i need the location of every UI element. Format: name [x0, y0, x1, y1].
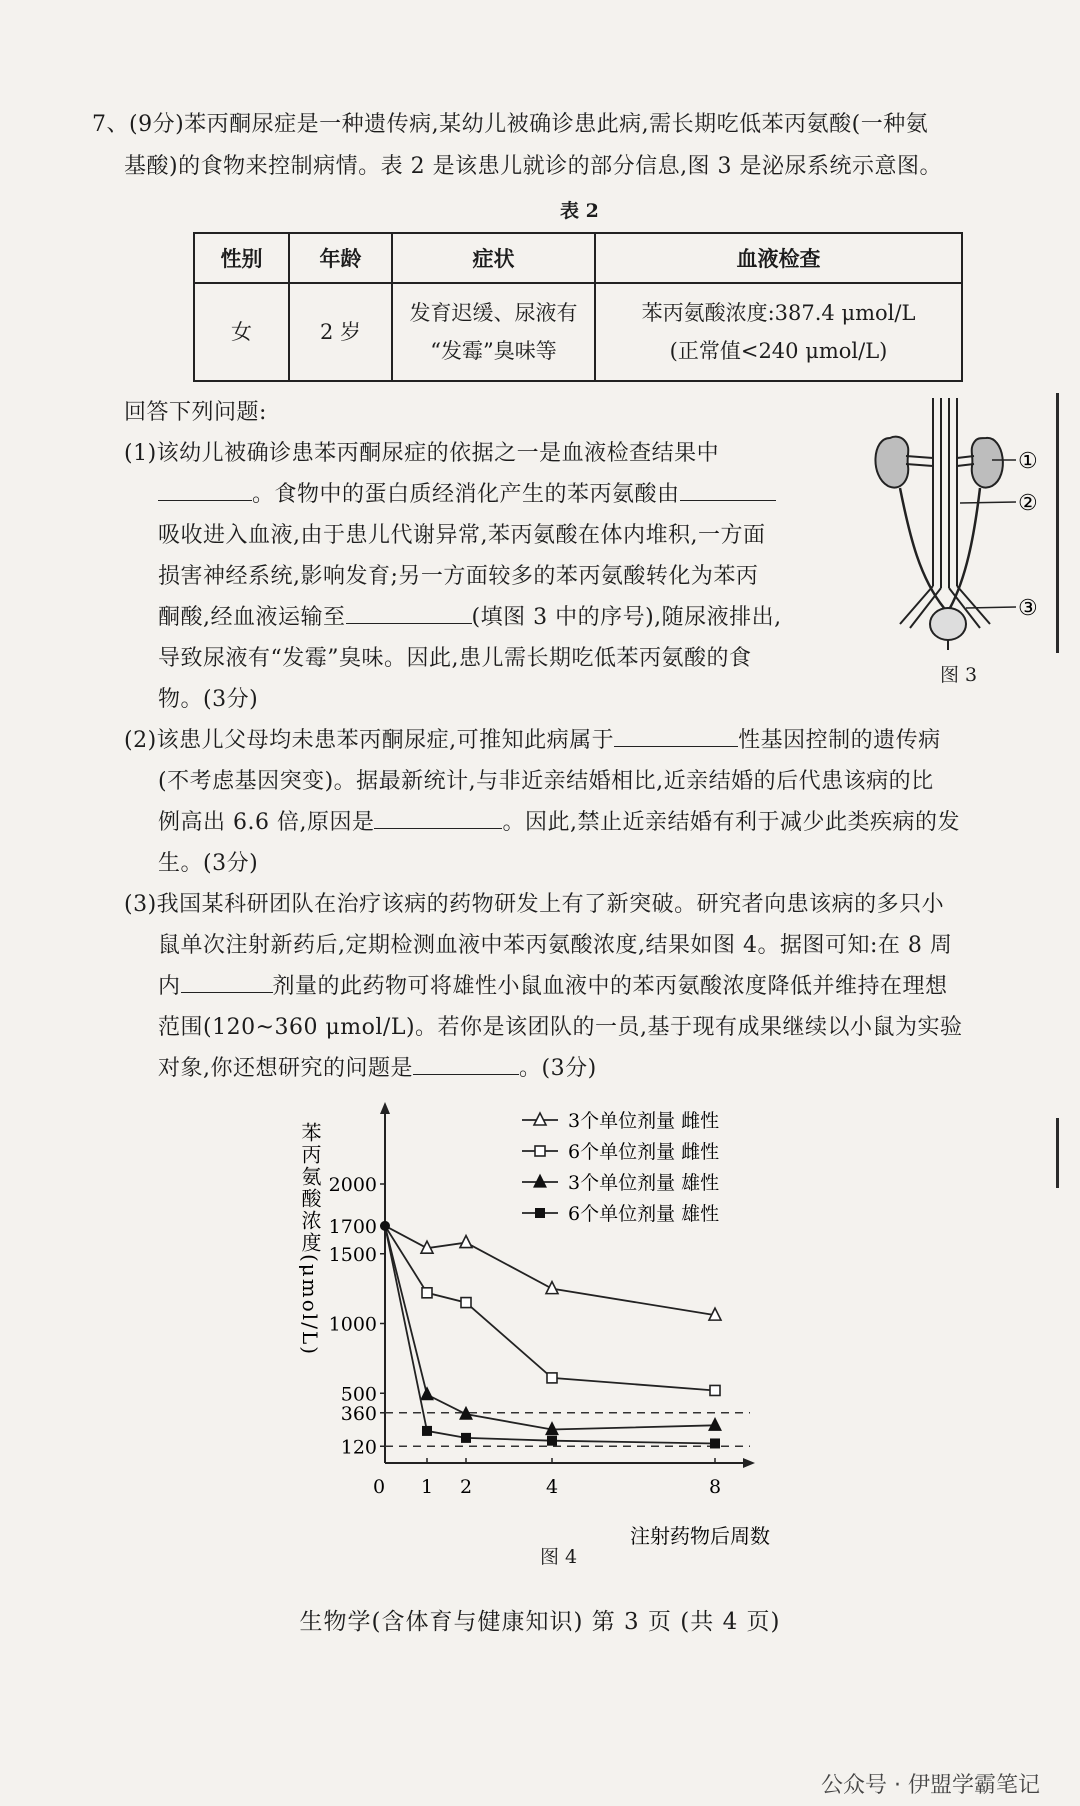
blood-line2: (正常值<240 μmol/L) — [669, 339, 888, 363]
q1-blank-1[interactable] — [158, 474, 252, 501]
series-3-point-1 — [422, 1426, 432, 1436]
marker-1: ① — [1018, 449, 1038, 474]
table-cell-sex: 女 — [194, 283, 289, 381]
table-header-age: 年龄 — [289, 233, 392, 283]
y-axis-label: 苯丙氨酸浓度(μmol/L) — [298, 1122, 322, 1357]
q2-line3-text-b: 。因此,禁止近亲结婚有利于减少此类疾病的发 — [502, 810, 960, 835]
q2-line3-text-a: 例高出 6.6 倍,原因是 — [158, 810, 375, 835]
q1-blank-3[interactable] — [346, 597, 472, 624]
series-1-point-8 — [710, 1385, 720, 1395]
x-tick-label: 0 — [372, 1476, 386, 1498]
page-footer: 生物学(含体育与健康知识) 第 3 页 (共 4 页) — [299, 1609, 781, 1635]
series-2-point-8 — [709, 1418, 721, 1430]
table-header-blood-test: 血液检查 — [595, 233, 962, 283]
q1-line5 — [158, 597, 782, 638]
marker-3: ③ — [1018, 596, 1038, 621]
legend-label-2: 3个单位剂量 雄性 — [568, 1172, 720, 1194]
q3-line5 — [158, 1048, 597, 1089]
y-tick-label: 1500 — [328, 1243, 377, 1266]
blood-line1: 苯丙氨酸浓度:387.4 μmol/L — [641, 301, 916, 325]
y-tick-label: 120 — [340, 1436, 377, 1459]
series-line-0 — [385, 1226, 715, 1315]
legend-marker-0 — [534, 1113, 546, 1125]
watermark: 公众号 · 伊盟学霸笔记 — [821, 1773, 1040, 1798]
series-0-point-2 — [460, 1236, 472, 1248]
q3-line5-text-a: 对象,你还想研究的问题是 — [158, 1056, 413, 1081]
q2-line1-text-a: (2)该患儿父母均未患苯丙酮尿症,可推知此病属于 — [124, 728, 615, 753]
series-1-point-1 — [422, 1288, 432, 1298]
x-axis-arrow — [743, 1458, 755, 1468]
patient-info-table — [193, 232, 963, 382]
x-tick-label: 8 — [708, 1476, 722, 1498]
legend-label-3: 6个单位剂量 雄性 — [568, 1203, 720, 1225]
q1-line4: 损害神经系统,影响发育;另一方面较多的苯丙氨酸转化为苯丙 — [158, 564, 759, 589]
series-3-point-4 — [547, 1436, 557, 1446]
series-line-1 — [385, 1226, 715, 1391]
bladder — [930, 608, 966, 640]
table-cell-age: 2 岁 — [289, 283, 392, 381]
figure4-chart — [290, 1098, 810, 1548]
table-caption: 表 2 — [560, 200, 599, 222]
urinary-system-diagram — [870, 398, 1050, 653]
y-tick-label: 360 — [340, 1402, 377, 1425]
question-header — [92, 104, 928, 145]
question-number: 7、 — [92, 112, 129, 137]
series-line-3 — [385, 1226, 715, 1444]
q1-line1: (1)该幼儿被确诊患苯丙酮尿症的依据之一是血液检查结果中 — [124, 441, 720, 466]
start-point — [380, 1221, 390, 1231]
q1-line2-text: 。食物中的蛋白质经消化产生的苯丙氨酸由 — [252, 482, 680, 507]
q2-line2: (不考虑基因突变)。据最新统计,与非近亲结婚相比,近亲结婚的后代患该病的比 — [158, 769, 934, 794]
legend-marker-3 — [535, 1208, 545, 1218]
series-line-2 — [385, 1226, 715, 1430]
q3-line3 — [158, 966, 948, 1007]
x-axis-label: 注射药物后周数 — [630, 1524, 770, 1548]
answer-prompt: 回答下列问题: — [124, 400, 267, 425]
series-0-point-4 — [546, 1282, 558, 1294]
table-header-sex: 性别 — [194, 233, 289, 283]
y-tick-label: 500 — [340, 1383, 377, 1406]
pointer-2 — [960, 502, 1016, 503]
question-points: (9分) — [129, 112, 185, 137]
q2-blank-2[interactable] — [374, 802, 502, 829]
table-cell-symptom — [392, 283, 595, 381]
margin-rule-bottom — [1056, 1118, 1059, 1188]
question-intro-line2: 基酸)的食物来控制病情。表 2 是该患儿就诊的部分信息,图 3 是泌尿系统示意图。 — [124, 154, 943, 179]
q3-line3-text-a: 内 — [158, 974, 181, 999]
q2-line1 — [124, 720, 941, 761]
table-header-symptom: 症状 — [392, 233, 595, 283]
q3-line3-text-b: 剂量的此药物可将雄性小鼠血液中的苯丙氨酸浓度降低并维持在理想 — [272, 974, 948, 999]
figure3-caption: 图 3 — [940, 664, 978, 686]
series-3-point-8 — [710, 1438, 720, 1448]
q1-line5-text-b: (填图 3 中的序号),随尿液排出, — [471, 605, 782, 630]
q2-line1-text-b: 性基因控制的遗传病 — [738, 728, 941, 753]
q3-blank-2[interactable] — [413, 1048, 519, 1075]
series-2-point-1 — [421, 1388, 433, 1400]
series-3-point-2 — [461, 1433, 471, 1443]
q1-blank-2[interactable] — [680, 474, 776, 501]
symptom-line1: 发育迟缓、尿液有 — [409, 301, 578, 325]
q3-line1: (3)我国某科研团队在治疗该病的药物研发上有了新突破。研究者向患该病的多只小 — [124, 892, 945, 917]
q1-line6: 导致尿液有“发霉”臭味。因此,患儿需长期吃低苯丙氨酸的食 — [158, 646, 752, 671]
legend-label-0: 3个单位剂量 雌性 — [568, 1110, 720, 1132]
q3-line2: 鼠单次注射新药后,定期检测血液中苯丙氨酸浓度,结果如图 4。据图可知:在 8 周 — [158, 933, 953, 958]
q2-line4: 生。(3分) — [158, 851, 259, 876]
series-1-point-4 — [547, 1373, 557, 1383]
kidney-right — [972, 438, 1003, 488]
q1-line5-text-a: 酮酸,经血液运输至 — [158, 605, 346, 630]
y-tick-label: 1700 — [328, 1215, 377, 1238]
q3-line5-text-b: 。(3分) — [519, 1056, 597, 1081]
x-tick-label: 2 — [459, 1476, 473, 1498]
marker-2: ② — [1018, 491, 1038, 516]
table-cell-blood — [595, 283, 962, 381]
great-vessels — [933, 398, 957, 588]
kidney-left — [875, 437, 908, 488]
legend-label-1: 6个单位剂量 雌性 — [568, 1141, 720, 1163]
q3-line4: 范围(120~360 μmol/L)。若你是该团队的一员,基于现有成果继续以小鼠为实验 — [158, 1015, 963, 1040]
series-1-point-2 — [461, 1298, 471, 1308]
y-tick-label: 2000 — [328, 1174, 377, 1196]
symptom-line2: “发霉”臭味等 — [430, 339, 557, 363]
q2-line3 — [158, 802, 960, 843]
question-intro-line1: 苯丙酮尿症是一种遗传病,某幼儿被确诊患此病,需长期吃低苯丙氨酸(一种氨 — [184, 112, 929, 137]
margin-rule-top — [1056, 393, 1059, 653]
legend-marker-1 — [535, 1146, 545, 1156]
figure4-caption: 图 4 — [540, 1546, 578, 1568]
q1-line3: 吸收进入血液,由于患儿代谢异常,苯丙氨酸在体内堆积,一方面 — [158, 523, 766, 548]
q1-line7: 物。(3分) — [158, 687, 259, 712]
pointer-3 — [966, 607, 1016, 608]
q1-line2 — [158, 474, 776, 515]
y-axis-arrow — [380, 1102, 390, 1114]
q2-blank-1[interactable] — [614, 720, 738, 747]
x-tick-label: 4 — [545, 1476, 559, 1498]
legend-marker-2 — [534, 1175, 546, 1187]
x-tick-label: 1 — [420, 1476, 434, 1498]
y-tick-label: 1000 — [328, 1313, 377, 1336]
q3-blank-1[interactable] — [181, 966, 273, 993]
